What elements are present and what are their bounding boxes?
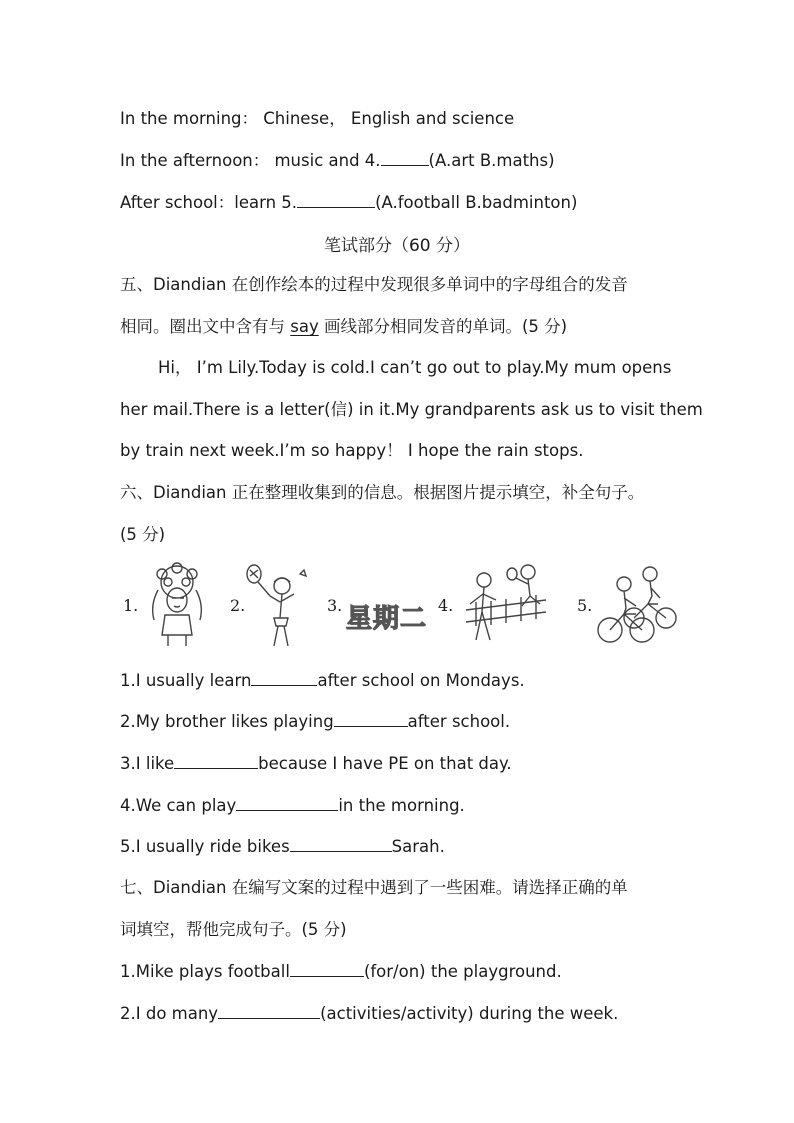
badminton-player-icon [244,560,314,650]
schedule-morning: In the morning： Chinese， English and science [120,109,515,128]
schedule-after-school [120,191,577,214]
sec5-passage-2: her mail.There is a letter(信) in it.My grandparents ask us to visit them [120,400,703,419]
sec5-passage-1: Hi， I’m Lily.Today is cold.I can’t go out to play.My mum opens [158,358,672,377]
sec6-question-3 [120,752,512,775]
blank-4[interactable] [381,149,429,166]
sec6-instruction-1: 六、Diandian 正在整理收集到的信息。根据图片提示填空，补全句子。 [120,483,645,502]
q2-post: after school. [407,712,511,731]
tennis-players-icon [456,560,556,650]
sec6-instruction-2: (5 分) [120,525,166,544]
sec5-instruction-1: 五、Diandian 在创作绘本的过程中发现很多单词中的字母组合的发音 [120,275,628,294]
after-school-text: After school：learn 5. [120,193,298,212]
sec7-q1-pre: 1.Mike plays football [120,962,290,981]
q5-post: Sarah. [391,837,445,856]
q4-blank[interactable] [236,794,338,811]
sec7-q2-pre: 2.I do many [120,1004,219,1023]
after-school-options: (A.football B.badminton) [375,193,578,212]
sec7-question-1 [120,960,562,983]
sec5-instruction-2 [120,316,567,338]
sec7-q2-blank[interactable] [218,1002,320,1019]
picture-row [120,560,680,650]
sec7-instruction-1: 七、Diandian 在编写文案的过程中遇到了一些困难。请选择正确的单 [120,878,628,897]
opera-mask-icon [140,560,215,650]
q3-post: because I have PE on that day. [258,754,512,773]
afternoon-text: In the afternoon： music and 4. [120,151,381,170]
q2-pre: 2.My brother likes playing [120,712,334,731]
sec7-q1-blank[interactable] [290,960,364,977]
q2-blank[interactable] [334,710,408,727]
q1-pre: 1.I usually learn [120,671,252,690]
tuesday-picture-text: 星期二 [346,604,428,634]
afternoon-options: (A.art B.maths) [428,151,555,170]
sec6-question-5 [120,835,445,858]
q4-pre: 4.We can play [120,796,237,815]
sec7-instruction-2: 词填空，帮他完成句子。(5 分) [120,920,347,939]
sec6-question-2 [120,710,510,733]
blank-5[interactable] [297,191,375,208]
sec6-question-1 [120,669,525,692]
sec7-q1-post: (for/on) the playground. [363,962,562,981]
say-word: say [290,317,319,336]
riding-bikes-icon [596,560,678,650]
q3-blank[interactable] [174,752,258,769]
q5-pre: 5.I usually ride bikes [120,837,290,856]
pic-label-4: 4. [438,596,454,615]
sec5-passage-3: by train next week.I’m so happy！ I hope the rain stops. [120,441,584,460]
pic-label-1: 1. [123,596,139,615]
pic-label-3: 3. [327,596,343,615]
sec6-question-4 [120,794,465,817]
pic-label-5: 5. [577,596,593,615]
schedule-afternoon [120,149,555,172]
q3-pre: 3.I like [120,754,175,773]
sec7-q2-post: (activities/activity) during the week. [320,1004,619,1023]
q1-post: after school on Mondays. [317,671,525,690]
q1-blank[interactable] [251,669,317,686]
sec5-instruction-2-pre: 相同。圈出文中含有与 [120,317,291,336]
q4-post: in the morning. [338,796,465,815]
pic-label-2: 2. [230,596,246,615]
q5-blank[interactable] [290,835,392,852]
written-section-header: 笔试部分（60 分） [323,236,471,256]
sec5-instruction-2-post: 画线部分相同发音的单词。(5 分) [318,317,568,336]
sec7-question-2 [120,1002,618,1025]
